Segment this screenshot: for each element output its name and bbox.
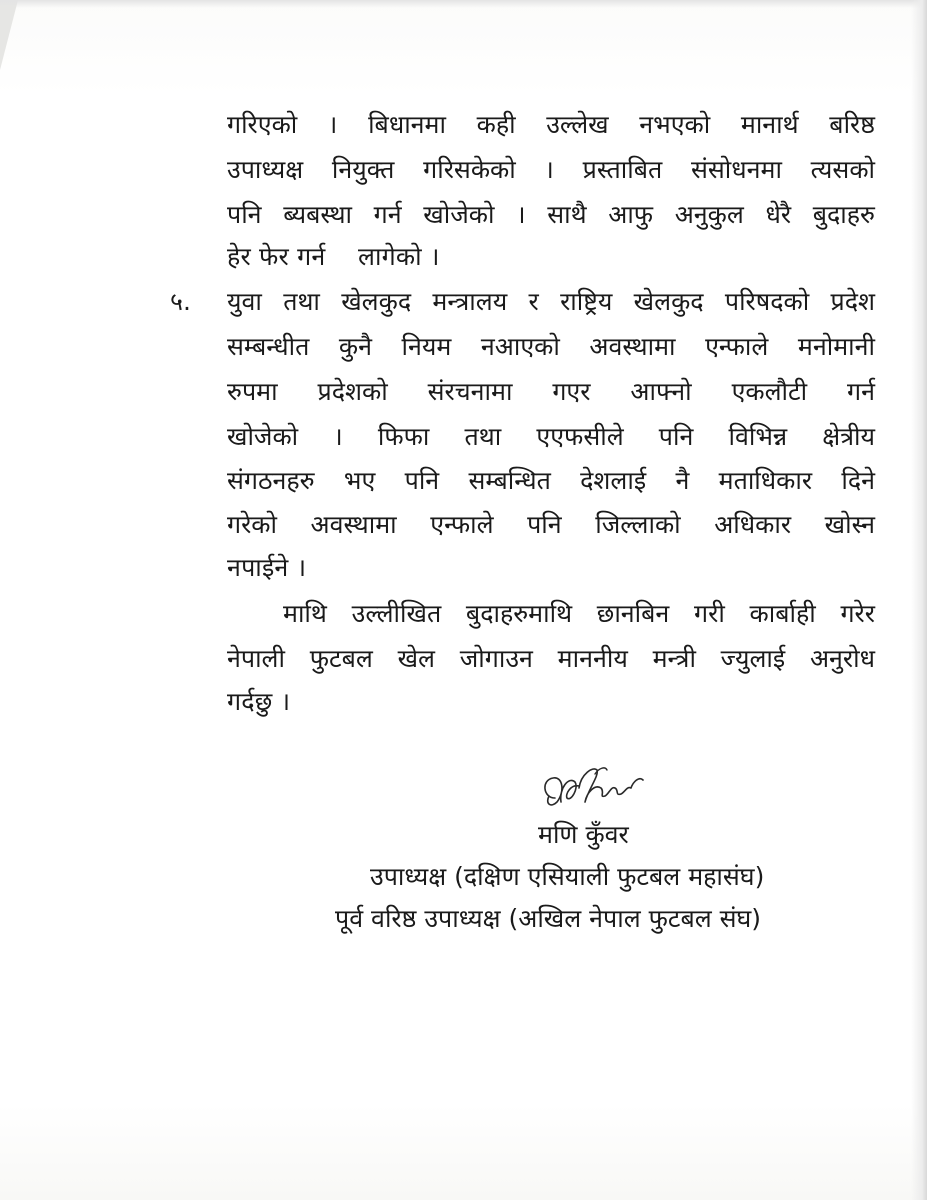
item-number: ५. [170, 287, 191, 316]
scan-edge-right [911, 0, 927, 1200]
scan-edge-top [0, 0, 927, 8]
signatory-name: मणि कुँवर [538, 820, 629, 849]
item-line-7: नपाईने । [227, 553, 307, 582]
intro-line-1: गरिएको । बिधानमा कही उल्लेख नभएको मानार्थ बरिष्ठ [227, 110, 875, 139]
intro-line-4: हेर फेर गर्न लागेको । [227, 242, 440, 271]
item-line-6: गरेको अवस्थामा एन्फाले पनि जिल्लाको अधिकार खोस्न [227, 510, 875, 539]
item-line-2: सम्बन्धीत कुनै नियम नआएको अवस्थामा एन्फाले मनोमानी [227, 332, 875, 361]
item-line-5: संगठनहरु भए पनि सम्बन्धित देशलाई नै मताधिकार दिने [227, 466, 875, 495]
item-line-4: खोजेको । फिफा तथा एएफसीले पनि विभिन्न क्षेत्रीय [227, 422, 875, 451]
signatory-title-1: उपाध्यक्ष (दक्षिण एसियाली फुटबल महासंघ) [370, 862, 765, 891]
intro-line-3: पनि ब्यबस्था गर्न खोजेको । साथै आफु अनुकुल धेरै बुदाहरु [227, 200, 875, 229]
closing-line-2: नेपाली फुटबल खेल जोगाउन माननीय मन्त्री ज्युलाई अनुरोध [227, 644, 875, 673]
signatory-title-2: पूर्व वरिष्ठ उपाध्यक्ष (अखिल नेपाल फुटबल संघ) [335, 904, 762, 933]
handwritten-signature [535, 758, 655, 820]
item-line-1: युवा तथा खेलकुद मन्त्रालय र राष्ट्रिय खेलकुद परिषदको प्रदेश [227, 287, 875, 316]
closing-line-1: माथि उल्लीखित बुदाहरुमाथि छानबिन गरी कार्बाही गरेर [283, 599, 875, 628]
item-line-3: रुपमा प्रदेशको संरचनामा गएर आफ्नो एकलौटी गर्न [227, 377, 875, 406]
closing-line-3: गर्दछु । [227, 687, 291, 716]
page-fold-corner [0, 0, 18, 70]
intro-line-2: उपाध्यक्ष नियुक्त गरिसकेको । प्रस्ताबित संसोधनमा त्यसको [227, 155, 875, 184]
